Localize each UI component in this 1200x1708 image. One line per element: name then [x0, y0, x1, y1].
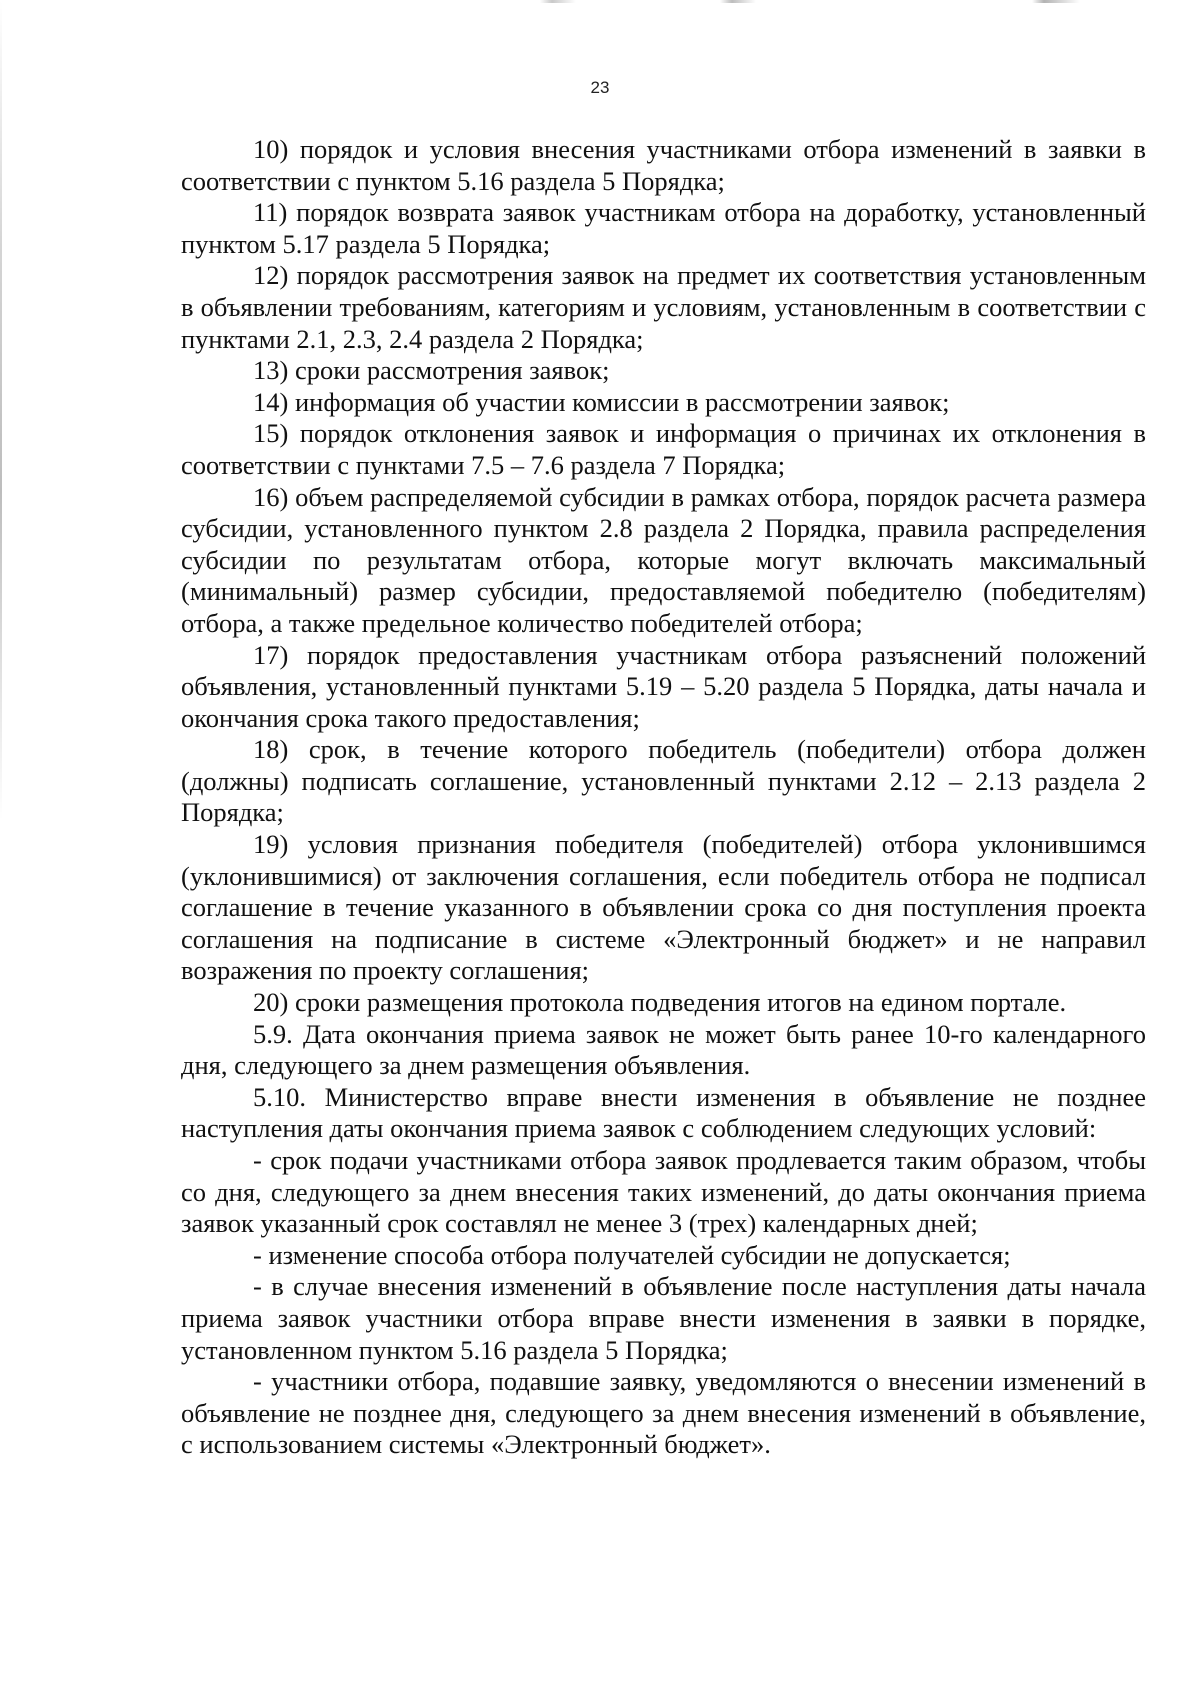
document-body [181, 134, 1146, 1461]
paragraph-dash-1: - срок подачи участниками отбора заявок продлевается таким образом, чтобы со дня, следующего за днем внесения таких изменений, до даты окончания приема заявок указанный срок составлял не менее 3 (трех) календарных дней; [181, 1145, 1146, 1239]
paragraph-item-20: 20) сроки размещения протокола подведения итогов на едином портале. [253, 987, 1067, 1018]
page-number: 23 [590, 78, 610, 97]
paragraph-clause-5-9: 5.9. Дата окончания приема заявок не может быть ранее 10-го календарного дня, следующего за днем размещения объявления. [181, 1018, 1146, 1081]
paragraph-dash-2: - изменение способа отбора получателей субсидии не допускается; [253, 1239, 1011, 1270]
paragraph-dash-3: - в случае внесения изменений в объявление после наступления даты начала приема заявок участники отбора вправе внести изменения в заявки в порядке, установленном пунктом 5.16 раздела 5 Порядка; [181, 1271, 1146, 1365]
paragraph-dash-4: - участники отбора, подавшие заявку, уведомляются о внесении изменений в объявление не позднее дня, следующего за днем внесения изменений в объявление, с использованием системы «Электронный бюджет». [181, 1366, 1146, 1460]
paragraph-item-16: 16) объем распределяемой субсидии в рамках отбора, порядок расчета размера субсидии, установленного пунктом 2.8 раздела 2 Порядка, правила распределения субсидии по результатам отбора, которые могут включать максимальный (минимальный) размер субсидии, предоставляемой победителю (победителям) отбора, а также предельное количество победителей отбора; [181, 481, 1146, 638]
scan-edge-left [0, 0, 2, 820]
scan-edge-top [0, 0, 1200, 3]
paragraph-item-15: 15) порядок отклонения заявок и информация о причинах их отклонения в соответствии с пунктами 7.5 – 7.6 раздела 7 Порядка; [181, 418, 1146, 480]
paragraph-item-10: 10) порядок и условия внесения участниками отбора изменений в заявки в соответствии с пунктом 5.16 раздела 5 Порядка; [181, 134, 1146, 196]
paragraph-clause-5-10: 5.10. Министерство вправе внести изменения в объявление не позднее наступления даты окончания приема заявок с соблюдением следующих условий: [181, 1081, 1146, 1144]
paragraph-item-13: 13) сроки рассмотрения заявок; [253, 355, 610, 386]
paragraph-item-14: 14) информация об участии комиссии в рассмотрении заявок; [253, 386, 950, 417]
paragraph-item-17: 17) порядок предоставления участникам отбора разъяснений положений объявления, установленный пунктами 5.19 – 5.20 раздела 5 Порядка, даты начала и окончания срока такого предоставления; [181, 639, 1146, 733]
paragraph-item-18: 18) срок, в течение которого победитель (победители) отбора должен (должны) подписать соглашение, установленный пунктами 2.12 – 2.13 раздела 2 Порядка; [181, 734, 1146, 828]
paragraph-item-12: 12) порядок рассмотрения заявок на предмет их соответствия установленным в объявлении требованиям, категориям и условиям, установленным в соответствии с пунктами 2.1, 2.3, 2.4 раздела 2 Порядка; [181, 260, 1146, 354]
paragraph-item-11: 11) порядок возврата заявок участникам отбора на доработку, установленный пунктом 5.17 раздела 5 Порядка; [181, 197, 1146, 259]
paragraph-item-19: 19) условия признания победителя (победителей) отбора уклонившимся (уклонившимися) от заключения соглашения, если победитель отбора не подписал соглашение в течение указанного в объявлении срока со дня поступления проекта соглашения на подписание в системе «Электронный бюджет» и не направил возражения по проекту соглашения; [181, 829, 1146, 986]
